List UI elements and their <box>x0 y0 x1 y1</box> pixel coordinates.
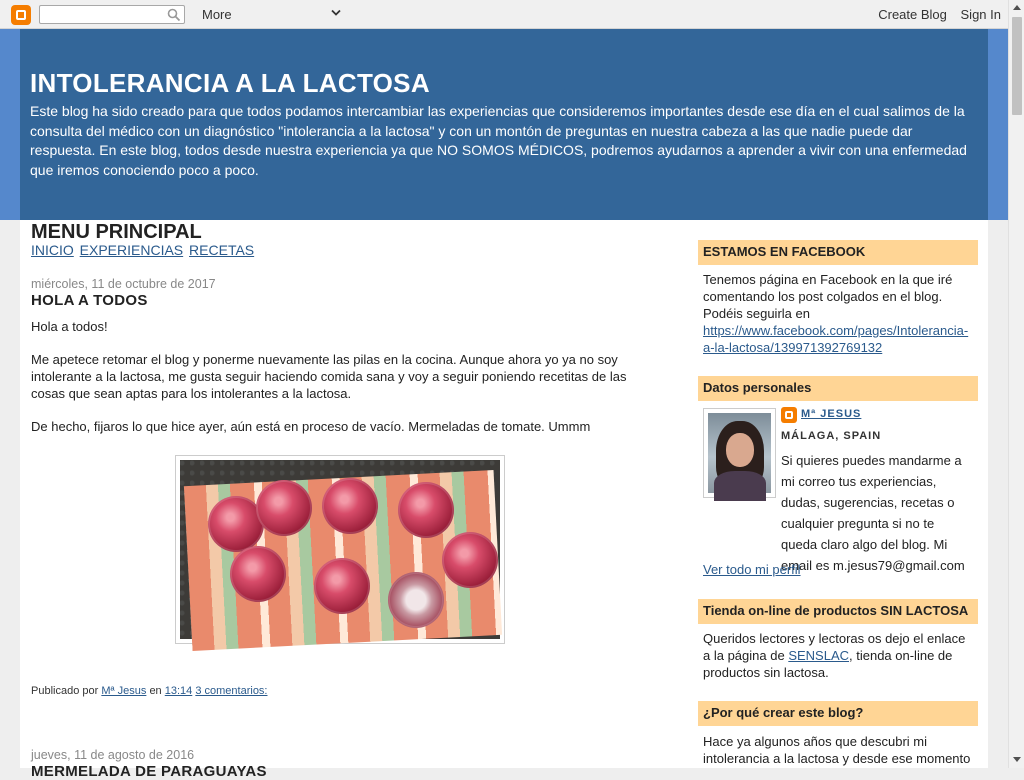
page-scrollbar[interactable] <box>1008 0 1024 768</box>
menu-title: MENU PRINCIPAL <box>31 221 202 243</box>
blogger-logo-icon[interactable] <box>11 5 31 25</box>
jam-jar-shape <box>314 558 370 614</box>
profile-name-link[interactable]: Mª JESUS <box>801 408 862 420</box>
facebook-text: Tenemos página en Facebook en la que iré comentando los post colgados en el blog. Podéis seguirla en <box>703 272 953 321</box>
more-dropdown[interactable]: More <box>202 7 232 22</box>
jam-jar-shape <box>230 546 286 602</box>
jam-jar-shape <box>398 482 454 538</box>
content-area <box>20 220 988 780</box>
profile-about <box>703 450 965 576</box>
scroll-up-arrow-icon[interactable] <box>1013 5 1021 10</box>
jam-jar-open-shape <box>388 572 444 628</box>
shop-text: Queridos lectores y lectoras os dejo el enlace a la página de <box>703 631 966 663</box>
facebook-link[interactable]: https://www.facebook.com/pages/Intolerancia-a-la-lactosa/139971392769132 <box>703 323 969 355</box>
shop-widget-heading: Tienda on-line de productos SIN LACTOSA <box>698 599 978 624</box>
facebook-widget-body <box>703 271 975 356</box>
profile-footer <box>703 561 975 578</box>
blogger-profile-icon <box>781 407 797 423</box>
shop-widget-body <box>703 630 975 681</box>
shop-text-after: , tienda on-line de productos sin lactosa. <box>703 648 953 680</box>
search-icon[interactable] <box>167 8 181 22</box>
blog-header <box>20 29 988 220</box>
senslac-link[interactable]: SENSLAC <box>788 648 850 663</box>
blog-description: Este blog ha sido creado para que todos podamos intercambiar las experiencias que consideremos importantes desde ese día en el cual salimos de la consulta del médico con un diagnóstico "intolerancia a la lactosa" y con un montón de preguntas en nuestra cabeza a las que nadie puede dar respuesta. En este blog, todos desde nuestra experiencia ya que NO SOMOS MÉDICOS, podremos ayudarnos a aprender a vivir con una enfermedad que iremos conociendo poco a poco. <box>30 103 967 178</box>
why-widget-body: Hace ya algunos años que descubri mi intolerancia a la lactosa y desde ese momento <box>703 734 971 766</box>
jam-jar-shape <box>256 480 312 536</box>
jam-jar-shape <box>442 532 498 588</box>
navbar-actions <box>868 7 1001 22</box>
post-title[interactable]: HOLA A TODOS <box>31 292 148 309</box>
post-photo-frame[interactable] <box>175 455 505 644</box>
search-box[interactable] <box>39 5 185 24</box>
jam-jars-photo[interactable] <box>180 460 500 639</box>
menu-links <box>31 242 256 258</box>
scrollbar-thumb[interactable] <box>1012 17 1022 115</box>
create-blog-link[interactable]: Create Blog <box>878 7 947 22</box>
menu-link-recetas[interactable]: RECETAS <box>189 242 255 258</box>
post-time-link[interactable]: 13:14 <box>164 685 193 697</box>
post-paragraph: Me apetece retomar el blog y ponerme nuevamente las pilas en la cocina. Aunque ahora yo ya no soy intolerante a la lactosa, me gusta seguir haciendo comida sana y voy a seguir poniendo recetitas de las cosas que sean aptas para los intolerantes a la lactosa. <box>31 352 627 401</box>
search-input[interactable] <box>42 7 162 22</box>
scroll-down-arrow-icon[interactable] <box>1013 757 1021 762</box>
sign-in-link[interactable]: Sign In <box>960 7 1001 22</box>
post-footer <box>31 685 268 697</box>
post-date: miércoles, 11 de octubre de 2017 <box>31 277 216 291</box>
menu-link-experiencias[interactable]: EXPERIENCIAS <box>79 242 184 258</box>
published-by-label: Publicado por <box>31 685 99 697</box>
view-profile-link[interactable]: Ver todo mi perfil <box>703 562 801 577</box>
profile-location: MÁLAGA, SPAIN <box>781 430 882 442</box>
post-body <box>31 318 641 451</box>
chevron-down-icon[interactable] <box>331 9 341 17</box>
why-widget-heading: ¿Por qué crear este blog? <box>698 701 978 726</box>
post-paragraph: Hola a todos! <box>31 319 108 334</box>
menu-link-inicio[interactable]: INICIO <box>31 242 74 258</box>
author-link[interactable]: Mª Jesus <box>101 685 147 697</box>
post-paragraph: De hecho, fijaros lo que hice ayer, aún está en proceso de vacío. Mermeladas de tomate. Ummm <box>31 419 591 434</box>
blogger-navbar <box>0 0 1024 29</box>
post-title[interactable]: MERMELADA DE PARAGUAYAS <box>31 763 267 780</box>
at-label: en <box>149 685 162 697</box>
jam-jar-shape <box>322 478 378 534</box>
post-date: jueves, 11 de agosto de 2016 <box>31 748 195 762</box>
profile-about-text: Si quieres puedes mandarme a mi correo tus experiencias, dudas, sugerencias, recetas o cualquier pregunta si no te queda claro algo del blog. Mi email es m.jesus79@gmail.com <box>781 453 965 573</box>
comments-link[interactable]: 3 comentarios: <box>195 685 268 697</box>
profile-widget-heading: Datos personales <box>698 376 978 401</box>
blog-title[interactable]: INTOLERANCIA A LA LACTOSA <box>30 68 430 98</box>
facebook-widget-heading: ESTAMOS EN FACEBOOK <box>698 240 978 265</box>
